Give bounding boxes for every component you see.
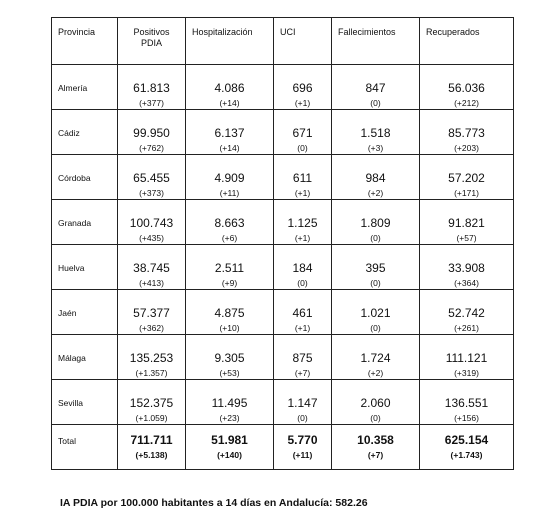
value-cell: [186, 425, 274, 470]
cumulative-value: 461: [292, 306, 313, 320]
cumulative-value: 11.495: [211, 396, 248, 410]
cumulative-value: 111.121: [445, 351, 488, 365]
total-row: [52, 425, 514, 470]
province-name: Cádiz: [58, 128, 80, 138]
cumulative-value: 1.021: [360, 306, 391, 320]
header-uci: UCI: [274, 18, 332, 65]
table-row: [52, 335, 514, 380]
province-name: Huelva: [58, 263, 85, 273]
daily-change-value: (+1.743): [450, 450, 483, 460]
cumulative-value: 5.770: [287, 433, 318, 447]
daily-change-value: (+156): [454, 413, 479, 423]
value-cell: [186, 110, 274, 155]
value-cell: [420, 65, 514, 110]
cumulative-value: 395: [365, 261, 386, 275]
province-cell: [52, 335, 118, 380]
cumulative-value: 100.743: [129, 216, 174, 230]
cumulative-value: 10.358: [357, 433, 394, 447]
province-cell: [52, 200, 118, 245]
province-cell: [52, 425, 118, 470]
cumulative-value: 6.137: [214, 126, 245, 140]
header-provincia: Provincia: [52, 18, 118, 65]
daily-change-value: (+140): [217, 450, 242, 460]
cumulative-value: 875: [292, 351, 313, 365]
daily-change-value: (+14): [219, 143, 240, 153]
value-cell: [186, 65, 274, 110]
province-cell: [52, 65, 118, 110]
daily-change-value: (+6): [221, 233, 238, 243]
value-cell: [420, 155, 514, 200]
cumulative-value: 56.036: [448, 81, 485, 95]
cumulative-value: 625.154: [444, 433, 489, 447]
value-cell: [274, 155, 332, 200]
cumulative-value: 847: [365, 81, 386, 95]
value-cell: [274, 200, 332, 245]
daily-change-value: (+1): [294, 188, 311, 198]
province-cell: [52, 380, 118, 425]
daily-change-value: (+2): [367, 368, 384, 378]
daily-change-value: (+9): [221, 278, 238, 288]
value-cell: [118, 335, 186, 380]
header-positivos-line1: Positivos: [133, 27, 170, 37]
daily-change-value: (+212): [454, 98, 479, 108]
header-hospitalizacion: Hospitalización: [186, 18, 274, 65]
daily-change-value: (0): [370, 98, 381, 108]
cumulative-value: 51.981: [211, 433, 248, 447]
province-name: Jaén: [58, 308, 77, 318]
cumulative-value: 136.551: [444, 396, 489, 410]
value-cell: [332, 335, 420, 380]
value-cell: [420, 200, 514, 245]
value-cell: [118, 245, 186, 290]
daily-change-value: (0): [297, 413, 308, 423]
value-cell: [274, 110, 332, 155]
daily-change-value: (0): [370, 233, 381, 243]
value-cell: [332, 380, 420, 425]
province-name: Total: [58, 436, 76, 446]
province-name: Córdoba: [58, 173, 91, 183]
value-cell: [332, 110, 420, 155]
cumulative-value: 38.745: [133, 261, 170, 275]
value-cell: [186, 245, 274, 290]
value-cell: [186, 200, 274, 245]
daily-change-value: (+762): [139, 143, 164, 153]
value-cell: [274, 65, 332, 110]
daily-change-value: (+57): [456, 233, 477, 243]
daily-change-value: (+362): [139, 323, 164, 333]
daily-change-value: (+11): [292, 450, 313, 460]
province-name: Sevilla: [58, 398, 84, 408]
cumulative-value: 1.724: [360, 351, 391, 365]
value-cell: [420, 335, 514, 380]
cumulative-value: 99.950: [133, 126, 170, 140]
cumulative-value: 2.511: [214, 261, 245, 275]
daily-change-value: (+373): [139, 188, 164, 198]
cumulative-value: 1.809: [360, 216, 391, 230]
value-cell: [420, 425, 514, 470]
value-cell: [118, 110, 186, 155]
cumulative-value: 8.663: [214, 216, 245, 230]
daily-change-value: (+7): [294, 368, 311, 378]
cumulative-value: 9.305: [214, 351, 245, 365]
header-positivos-line2: PDIA: [140, 38, 162, 48]
value-cell: [420, 110, 514, 155]
cumulative-value: 1.125: [287, 216, 318, 230]
province-name: Málaga: [58, 353, 86, 363]
cumulative-value: 984: [365, 171, 386, 185]
daily-change-value: (+5.138): [135, 450, 168, 460]
value-cell: [118, 425, 186, 470]
daily-change-value: (+377): [139, 98, 164, 108]
cumulative-value: 4.875: [214, 306, 245, 320]
cumulative-value: 135.253: [129, 351, 174, 365]
value-cell: [186, 155, 274, 200]
daily-change-value: (+23): [219, 413, 240, 423]
daily-change-value: (0): [370, 323, 381, 333]
value-cell: [118, 290, 186, 335]
value-cell: [332, 155, 420, 200]
value-cell: [186, 290, 274, 335]
value-cell: [186, 335, 274, 380]
header-recuperados: Recuperados: [420, 18, 514, 65]
value-cell: [420, 290, 514, 335]
daily-change-value: (0): [297, 278, 308, 288]
daily-change-value: (+10): [219, 323, 240, 333]
value-cell: [332, 290, 420, 335]
value-cell: [118, 65, 186, 110]
cumulative-value: 696: [292, 81, 313, 95]
table-row: [52, 380, 514, 425]
cumulative-value: 65.455: [133, 171, 170, 185]
cumulative-value: 61.813: [133, 81, 170, 95]
daily-change-value: (+1): [294, 323, 311, 333]
daily-change-value: (+2): [367, 188, 384, 198]
cumulative-value: 711.711: [130, 433, 173, 447]
province-name: Almería: [58, 83, 88, 93]
footer-incidence-note: IA PDIA por 100.000 habitantes a 14 días en Andalucía: 582.26: [60, 497, 368, 509]
cumulative-value: 4.086: [214, 81, 245, 95]
daily-change-value: (+1): [294, 233, 311, 243]
daily-change-value: (+3): [367, 143, 384, 153]
daily-change-value: (0): [370, 413, 381, 423]
value-cell: [420, 380, 514, 425]
daily-change-value: (0): [370, 278, 381, 288]
header-fallecimientos: Fallecimientos: [332, 18, 420, 65]
header-positivos: [118, 18, 186, 65]
daily-change-value: (+53): [219, 368, 240, 378]
cumulative-value: 1.518: [360, 126, 391, 140]
value-cell: [332, 245, 420, 290]
value-cell: [274, 335, 332, 380]
daily-change-value: (+203): [454, 143, 479, 153]
table-row: [52, 290, 514, 335]
value-cell: [274, 425, 332, 470]
table-row: [52, 155, 514, 200]
value-cell: [118, 155, 186, 200]
table-body: [52, 18, 514, 470]
cumulative-value: 57.377: [133, 306, 170, 320]
value-cell: [332, 200, 420, 245]
daily-change-value: (+11): [219, 188, 240, 198]
cumulative-value: 4.909: [214, 171, 245, 185]
cumulative-value: 611: [292, 171, 313, 185]
daily-change-value: (+1): [294, 98, 311, 108]
value-cell: [420, 245, 514, 290]
daily-change-value: (+14): [219, 98, 240, 108]
cumulative-value: 184: [292, 261, 313, 275]
province-cell: [52, 290, 118, 335]
province-cell: [52, 155, 118, 200]
cumulative-value: 52.742: [448, 306, 485, 320]
provincial-data-table: [51, 17, 514, 470]
daily-change-value: (+171): [454, 188, 479, 198]
daily-change-value: (+435): [139, 233, 164, 243]
daily-change-value: (+7): [367, 450, 384, 460]
cumulative-value: 85.773: [448, 126, 485, 140]
value-cell: [332, 65, 420, 110]
daily-change-value: (+261): [454, 323, 479, 333]
table-row: [52, 200, 514, 245]
daily-change-value: (0): [297, 143, 308, 153]
value-cell: [274, 245, 332, 290]
daily-change-value: (+364): [454, 278, 479, 288]
table-row: [52, 110, 514, 155]
province-name: Granada: [58, 218, 92, 228]
table-row: [52, 65, 514, 110]
cumulative-value: 152.375: [129, 396, 174, 410]
cumulative-value: 91.821: [448, 216, 485, 230]
cumulative-value: 2.060: [360, 396, 391, 410]
cumulative-value: 57.202: [448, 171, 485, 185]
cumulative-value: 33.908: [448, 261, 485, 275]
header-row: [52, 18, 514, 65]
daily-change-value: (+1.357): [135, 368, 168, 378]
daily-change-value: (+1.059): [135, 413, 168, 423]
value-cell: [274, 380, 332, 425]
value-cell: [332, 425, 420, 470]
cumulative-value: 1.147: [287, 396, 318, 410]
table-row: [52, 245, 514, 290]
value-cell: [118, 200, 186, 245]
province-cell: [52, 245, 118, 290]
province-cell: [52, 110, 118, 155]
daily-change-value: (+319): [454, 368, 479, 378]
value-cell: [274, 290, 332, 335]
daily-change-value: (+413): [139, 278, 164, 288]
cumulative-value: 671: [292, 126, 313, 140]
value-cell: [118, 380, 186, 425]
value-cell: [186, 380, 274, 425]
